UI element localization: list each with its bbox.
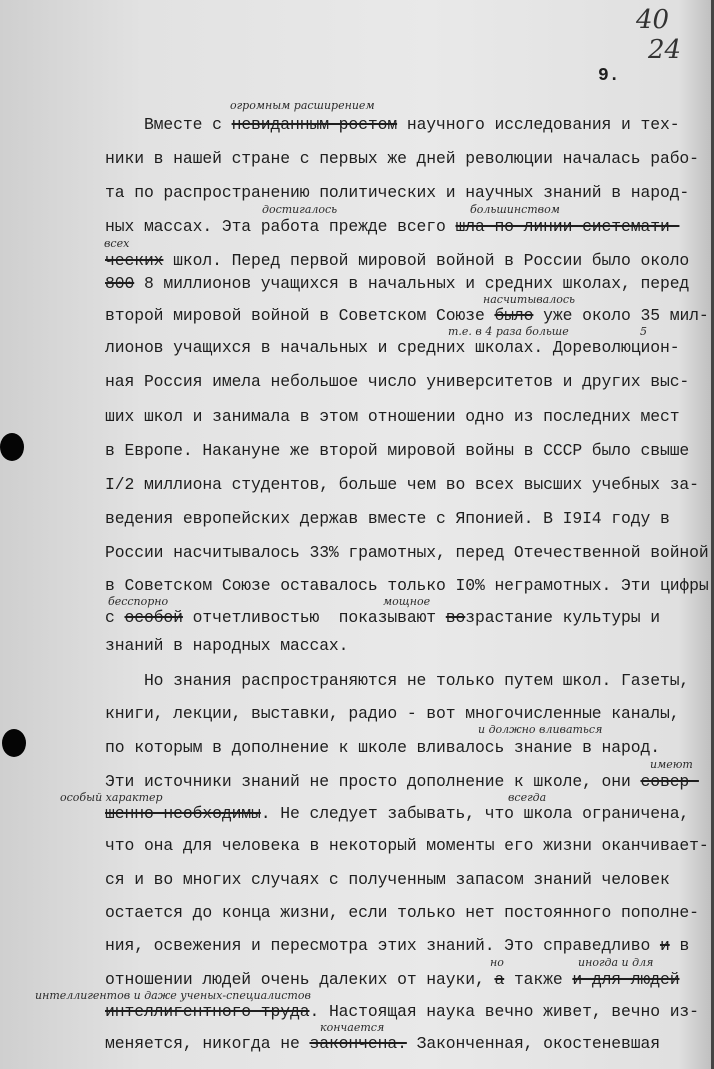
text-segment: ния, освежения и пересмотра этих знаний. Это справедливо [105, 936, 660, 955]
text-line [105, 218, 679, 236]
text-segment: в [669, 936, 690, 955]
text-line [105, 116, 679, 134]
text-segment: ших школ и занимала в этом отношении одно из последних мест [105, 407, 680, 426]
handwritten-annotation: особый характер [60, 791, 163, 804]
struck-text: и для людей [572, 970, 680, 989]
punch-hole [2, 729, 26, 757]
text-line [105, 937, 689, 955]
text-line [105, 510, 670, 528]
handwritten-annotation: и должно вливаться [478, 723, 603, 736]
text-segment: научного исследования и тех- [397, 115, 680, 134]
struck-text: и [659, 936, 670, 955]
struck-text: особой [124, 608, 183, 627]
text-segment: с [105, 608, 125, 627]
text-line [105, 184, 689, 202]
handwritten-annotation: большинством [470, 203, 560, 216]
handwritten-annotation: бесспорно [108, 595, 169, 608]
text-line [105, 252, 689, 270]
archive-mark: 24 [648, 35, 682, 65]
struck-text: шла по линии системати- [455, 217, 680, 236]
handwritten-annotation: насчитывалось [483, 293, 576, 306]
text-segment: Но знания распространяются не только путем школ. Газеты, [105, 671, 690, 690]
text-segment: остается до конца жизни, если только нет постоянного пополне- [105, 903, 699, 922]
text-segment: ных массах. Эта работа прежде всего [105, 217, 456, 236]
text-line [105, 408, 679, 426]
text-segment: Эти источники знаний не просто дополнение к школе, они [105, 772, 641, 791]
text-segment: в Советском Союзе оставалось только I0% неграмотных. Эти цифры [105, 576, 709, 595]
text-line [105, 609, 660, 627]
handwritten-annotation: интеллигентов и даже ученых-специалистов [35, 989, 311, 1002]
struck-text: во [445, 608, 466, 627]
text-line [105, 637, 348, 655]
text-line [105, 442, 689, 460]
text-segment: в Европе. Накануне же второй мировой войны в СССР было свыше [105, 441, 690, 460]
handwritten-annotation: кончается [320, 1021, 385, 1034]
handwritten-annotation: но [490, 956, 504, 969]
handwritten-annotation: имеют [650, 758, 693, 771]
text-segment: отчетливостью показывают [182, 608, 446, 627]
text-segment: та по распространению политических и научных знаний в народ- [105, 183, 690, 202]
struck-text: а [494, 970, 505, 989]
struck-text: 800 [105, 274, 135, 293]
handwritten-annotation: достигалось [262, 203, 338, 216]
text-line [105, 577, 709, 595]
text-segment: Законченная, окостеневшая [406, 1034, 660, 1053]
text-segment: по которым в дополнение к школе вливалось знание в народ. [105, 738, 660, 757]
text-segment: что она для человека в некоторый моменты его жизни оканчивает- [105, 836, 709, 855]
text-line [105, 275, 689, 293]
handwritten-annotation: иногда и для [578, 956, 654, 969]
archive-mark: 40 [636, 5, 670, 35]
text-segment: ники в нашей стране с первых же дней революции началась рабо- [105, 149, 699, 168]
struck-text: совер- [640, 772, 699, 791]
text-segment: Вместе с [105, 115, 232, 134]
page-number: 9. [598, 66, 620, 86]
handwritten-annotation: всех [104, 237, 130, 250]
text-segment: I/2 миллиона студентов, больше чем во всех высших учебных за- [105, 475, 699, 494]
text-line [105, 1035, 660, 1053]
text-line [105, 544, 709, 562]
text-segment: зрастание культуры и [465, 608, 660, 627]
text-segment: России насчитывалось 33% грамотных, перед Отечественной войной [105, 543, 709, 562]
text-line [105, 971, 679, 989]
text-segment: меняется, никогда не [105, 1034, 310, 1053]
struck-text: шенно необходимы [105, 804, 261, 823]
text-segment: 8 миллионов учащихся в начальных и средних школах, перед [134, 274, 690, 293]
text-segment: второй мировой войной в Советском Союзе [105, 306, 495, 325]
text-line [105, 1003, 699, 1021]
handwritten-annotation: мощное [383, 595, 431, 608]
text-line [105, 307, 709, 325]
text-segment: ся и во многих случаях с полученным запасом знаний человек [105, 870, 670, 889]
text-segment: . Настоящая наука вечно живет, вечно из- [309, 1002, 699, 1021]
struck-text: ческих [105, 251, 164, 270]
text-line [105, 773, 699, 791]
punch-hole [0, 433, 24, 461]
struck-text: невиданным ростом [231, 115, 398, 134]
text-segment: отношении людей очень далеких от науки, [105, 970, 495, 989]
text-line [105, 339, 679, 357]
handwritten-annotation: т.е. в 4 раза больше [448, 325, 569, 338]
text-line [105, 805, 689, 823]
text-line [105, 672, 689, 690]
text-line [105, 705, 679, 723]
text-segment: школ. Перед первой мировой войной в России было около [163, 251, 690, 270]
text-line [105, 476, 699, 494]
text-segment: ная Россия имела небольшое число университетов и других выс- [105, 372, 690, 391]
struck-text: было [494, 306, 534, 325]
handwritten-annotation: 5 [640, 325, 647, 338]
text-line [105, 871, 670, 889]
text-segment: . Не следует забывать, что школа ограничена, [260, 804, 690, 823]
text-line [105, 150, 699, 168]
text-line [105, 373, 689, 391]
text-line [105, 837, 709, 855]
text-segment: знаний в народных массах. [105, 636, 349, 655]
text-segment: также [504, 970, 573, 989]
text-segment: книги, лекции, выставки, радио - вот многочисленные каналы, [105, 704, 680, 723]
text-segment: лионов учащихся в начальных и средних школах. Дореволюцион- [105, 338, 680, 357]
handwritten-annotation: огромным расширением [230, 99, 375, 112]
text-segment: уже около 35 мил- [533, 306, 709, 325]
handwritten-annotation: всегда [508, 791, 547, 804]
text-segment: ведения европейских держав вместе с Японией. В I9I4 году в [105, 509, 670, 528]
struck-text: интеллигентного труда [105, 1002, 310, 1021]
text-line [105, 739, 660, 757]
struck-text: закончена. [309, 1034, 407, 1053]
text-line [105, 904, 699, 922]
